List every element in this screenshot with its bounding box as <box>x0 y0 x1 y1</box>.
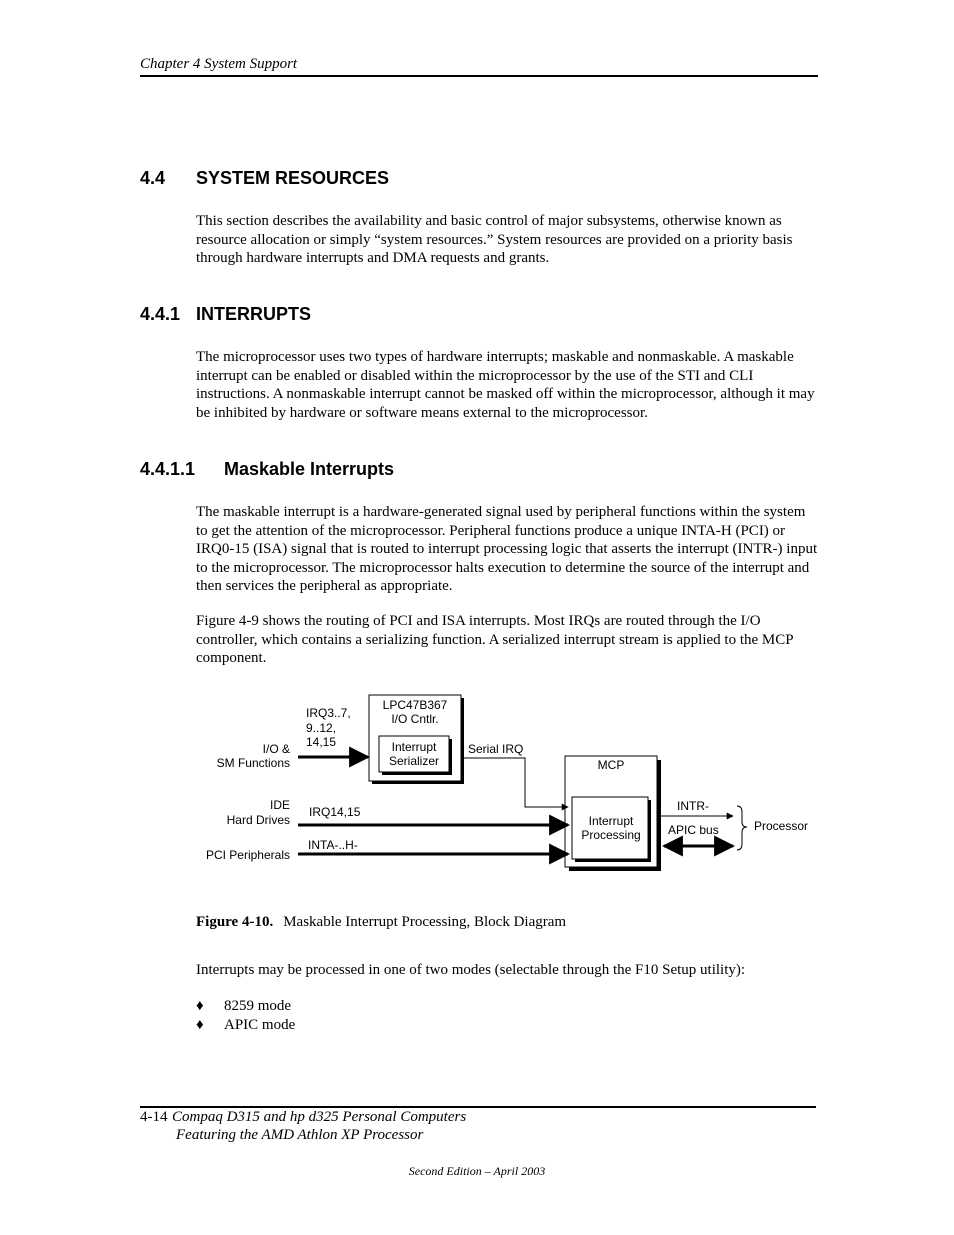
intr-label: INTR- <box>677 799 709 813</box>
serial-irq-line <box>462 758 568 807</box>
serial-irq-label: Serial IRQ <box>468 742 524 756</box>
section-number: 4.4 <box>140 168 166 188</box>
subsection-title: INTERRUPTS <box>196 304 312 324</box>
interrupts-paragraph: The microprocessor uses two types of hardware interrupts; maskable and nonmaskable. A maskable interrupt can be enabled or disabled within the microprocessor by the use of the STI and CLI instructions. A nonmaskable interrupt cannot be masked off within the microprocessor, although it may be inhibited by hardware or software means external to the microprocessor. <box>196 349 815 421</box>
page-number: 4-14 <box>140 1109 168 1125</box>
processor-brace <box>737 806 747 850</box>
lpc-title-line1: LPC47B367 <box>382 698 448 712</box>
processing-label-line1: Interrupt <box>588 814 634 828</box>
section-intro-paragraph: This section describes the availability and basic control of major subsystems, otherwise known as resource allocation or simply “system resources.” System resources are provided on a priority basis through hardware interrupts and DMA requests and grants. <box>196 213 793 267</box>
subsection-number: 4.4.1 <box>140 304 181 324</box>
apic-bus-label: APIC bus <box>668 823 719 837</box>
maskable-paragraph-2: Figure 4-9 shows the routing of PCI and ISA interrupts. Most IRQs are routed through the I/O controller, which contains a serializing function. A serialized interrupt stream is applied to the MCP component. <box>196 613 794 667</box>
figure-caption <box>196 914 566 931</box>
edition-note: Second Edition – April 2003 <box>408 1164 546 1178</box>
figure-caption-text: Maskable Interrupt Processing, Block Diagram <box>283 914 567 930</box>
processing-label-line2: Processing <box>581 828 641 842</box>
irq-label-line3: 14,15 <box>306 735 337 749</box>
lpc-title-line2: I/O Cntlr. <box>391 712 439 726</box>
inta-label: INTA-..H- <box>308 838 358 852</box>
modes-intro: Interrupts may be processed in one of two modes (selectable through the F10 Setup utility): <box>196 962 746 978</box>
processor-label: Processor <box>754 819 809 833</box>
irq-label-line2: 9..12, <box>306 721 337 735</box>
section-title: SYSTEM RESOURCES <box>196 168 390 188</box>
io-sm-label-line2: SM Functions <box>216 756 290 770</box>
list-item: 8259 mode <box>224 998 292 1014</box>
irq14-label: IRQ14,15 <box>309 805 361 819</box>
serializer-label-line2: Serializer <box>388 754 440 768</box>
pci-label: PCI Peripherals <box>205 848 290 862</box>
ide-label-line2: Hard Drives <box>226 813 290 827</box>
figure-label: Figure 4-10. <box>196 914 274 930</box>
bullet-icon: ♦ <box>196 1017 204 1033</box>
footer-title-line2: Featuring the AMD Athlon XP Processor <box>176 1127 424 1143</box>
running-header: Chapter 4 System Support <box>140 56 298 72</box>
serializer-label-line1: Interrupt <box>391 740 437 754</box>
footer-title-line1: Compaq D315 and hp d325 Personal Computers <box>172 1109 467 1125</box>
io-sm-label-line1: I/O & <box>262 742 290 756</box>
subsubsection-title: Maskable Interrupts <box>224 459 395 479</box>
irq-label-line1: IRQ3..7, <box>306 706 351 720</box>
mcp-title: MCP <box>597 758 625 772</box>
ide-label-line1: IDE <box>269 798 290 812</box>
maskable-paragraph-1: The maskable interrupt is a hardware-generated signal used by peripheral functions within the system to get the attention of the microprocessor. Peripheral functions produce a unique INTA-H (PCI) or IRQ0-15 (ISA) signal that is routed to interrupt processing logic that asserts the interrupt (INTR-) input to the microprocessor. The microprocessor halts execution to determine the source of the interrupt and then services the peripheral as appropriate. <box>196 504 818 595</box>
footer-rule <box>140 1106 816 1108</box>
subsubsection-number: 4.4.1.1 <box>140 459 196 479</box>
list-item: APIC mode <box>224 1017 296 1033</box>
bullet-icon: ♦ <box>196 998 204 1014</box>
